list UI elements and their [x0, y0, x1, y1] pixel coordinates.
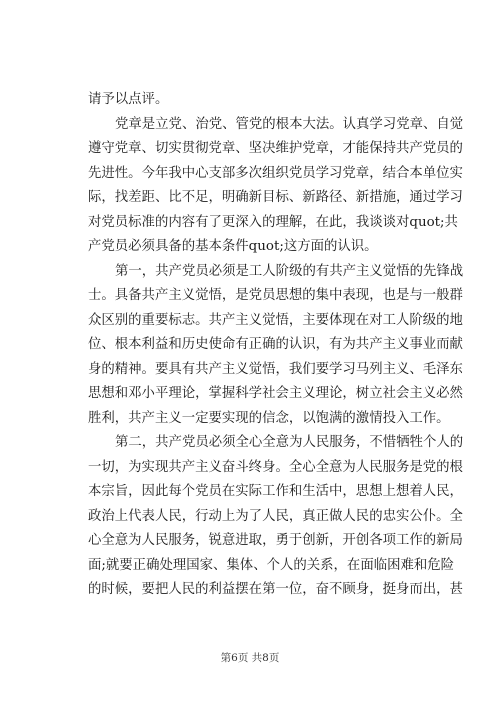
text-line: 产党员必须具备的基本条件quot;这方面的认识。	[88, 239, 378, 254]
text-line: 胜利，共产主义一定要实现的信念，以饱满的激情投入工作。	[88, 410, 450, 426]
text-line: 心全意为人民服务，锐意进取，勇于创新，开创各项工作的新局	[88, 533, 463, 548]
text-line: 遵守党章、切实贯彻党章、坚决维护党章，才能保持共产党员的	[88, 141, 463, 156]
document-body	[88, 88, 464, 603]
text-line: 际，找差距、比不足，明确新目标、新路径、新措施，通过学习	[88, 190, 463, 205]
text-line: 第一，共产党员必须是工人阶级的有共产主义觉悟的先锋战	[115, 263, 464, 279]
text-line: 位、根本利益和历史使命有正确的认识，有为共产主义事业而献	[88, 337, 463, 352]
text-line: 一切，为实现共产主义奋斗终身。全心全意为人民服务是党的根	[88, 459, 463, 475]
text-line: 请予以点评。	[88, 92, 169, 107]
text-line: 的时候，要把人民的利益摆在第一位，奋不顾身，挺身而出，甚	[88, 582, 463, 597]
text-line: 党章是立党、治党、管党的根本大法。认真学习党章、自觉	[115, 116, 464, 132]
text-line: 政治上代表人民，行动上为了人民，真正做人民的忠实公仆。全	[88, 508, 463, 524]
text-line: 面;就要正确处理国家、集体、个人的关系，在面临困难和危险	[88, 557, 455, 573]
text-line: 众区别的重要标志。共产主义觉悟，主要体现在对工人阶级的地	[88, 312, 463, 328]
text-line: 本宗旨，因此每个党员在实际工作和生活中，思想上想着人民，	[88, 484, 463, 499]
text-line: 思想和邓小平理论，掌握科学社会主义理论，树立社会主义必然	[88, 386, 463, 401]
page-footer: 第6页 共8页	[220, 652, 280, 664]
text-line: 对党员标准的内容有了更深入的理解，在此，我谈谈对quot;共	[88, 214, 458, 230]
text-line: 第二，共产党员必须全心全意为人民服务，不惜牺牲个人的	[115, 435, 464, 450]
text-line: 士。具备共产主义觉悟，是党员思想的集中表现，也是与一般群	[88, 288, 463, 303]
text-line: 先进性。今年我中心支部多次组织党员学习党章，结合本单位实	[88, 165, 463, 181]
text-line: 身的精神。要具有共产主义觉悟，我们要学习马列主义、毛泽东	[88, 361, 463, 377]
